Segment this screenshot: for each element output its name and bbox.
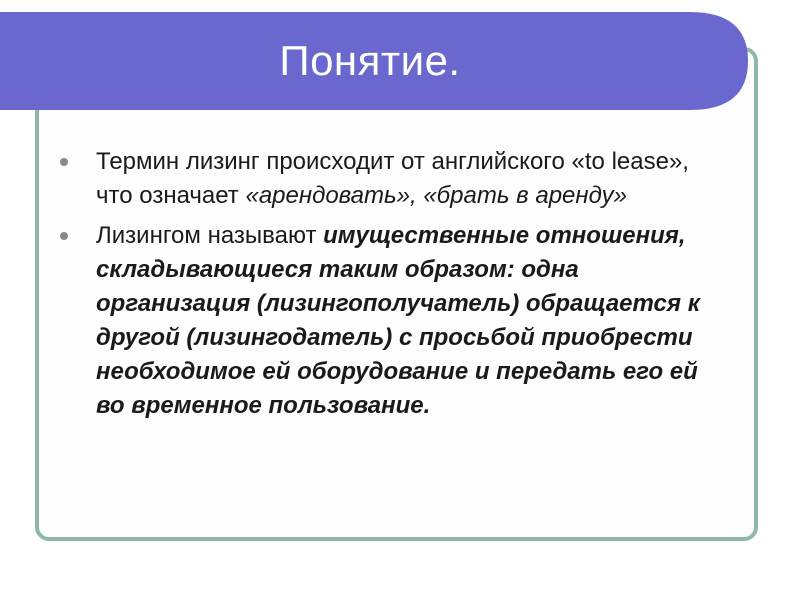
bullet-text: Термин лизинг происходит от английского «to lease», что означает xyxy=(96,148,689,209)
bullet-dot-icon xyxy=(60,158,68,166)
slide-title: Понятие. xyxy=(279,37,461,84)
bullet-list xyxy=(60,145,710,429)
bullet-text-italic: «арендовать», «брать в аренду» xyxy=(245,182,627,209)
bullet-text: Лизингом называют xyxy=(96,222,324,249)
bullet-dot-icon xyxy=(60,232,68,240)
bullet-item-definition xyxy=(60,219,710,423)
bullet-item-term-origin xyxy=(60,145,710,213)
bullet-text-bold-italic: имущественные отношения, складывающиеся таким образом: одна организация (лизингополучатель) обращается к другой (лизингодатель) с просьбой приобрести необходимое ей оборудование и передать его ей во временное пользование. xyxy=(96,222,700,419)
